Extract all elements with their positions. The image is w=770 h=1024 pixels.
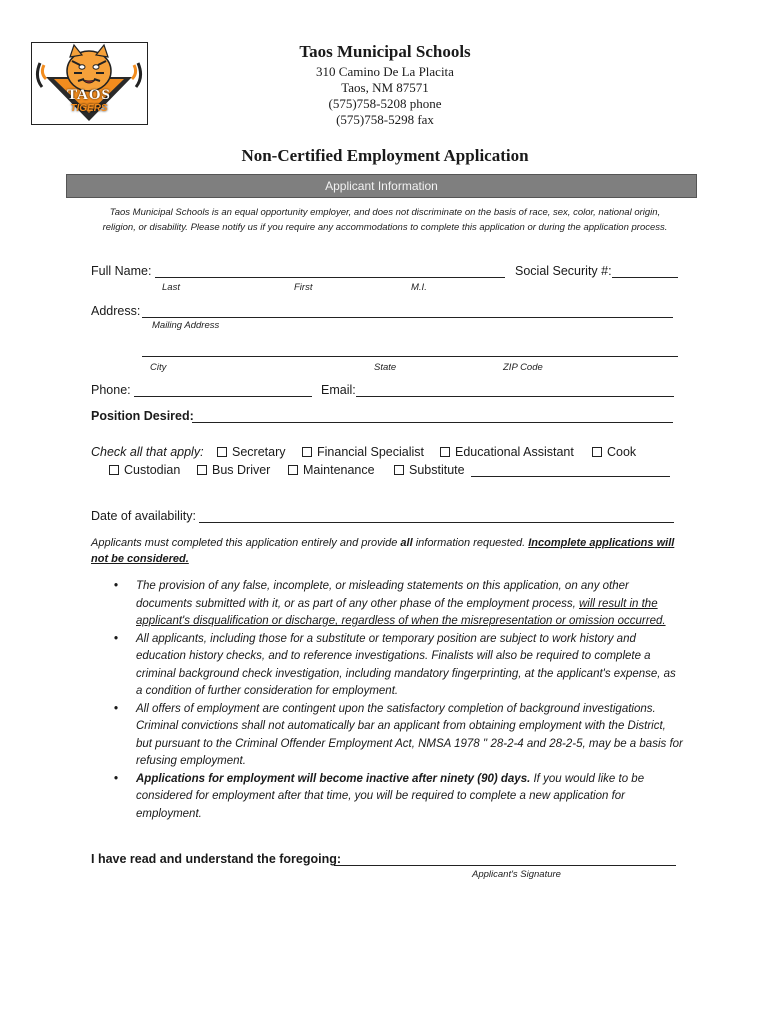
sub-first: First — [294, 282, 313, 293]
signature-label: I have read and understand the foregoing: — [91, 852, 342, 866]
check-all-label: Check all that apply: — [91, 445, 204, 459]
org-fax: (575)758-5298 fax — [336, 112, 434, 127]
checkbox-icon — [440, 447, 450, 457]
checkbox-icon — [197, 465, 207, 475]
checkbox-educational-assistant[interactable]: Educational Assistant — [440, 445, 574, 459]
district-logo — [31, 42, 148, 125]
checkbox-financial-specialist[interactable]: Financial Specialist — [302, 445, 424, 459]
sub-state: State — [374, 362, 397, 373]
phone-label: Phone: — [91, 383, 131, 397]
full-name-field[interactable] — [155, 277, 505, 278]
phone-field[interactable] — [134, 396, 312, 397]
section-bar-applicant-info: Applicant Information — [66, 174, 697, 198]
checkbox-icon — [288, 465, 298, 475]
sub-signature: Applicant's Signature — [472, 869, 561, 880]
org-street: 310 Camino De La Placita — [316, 64, 454, 79]
org-phone: (575)758-5208 phone — [328, 96, 442, 111]
sub-last: Last — [162, 282, 180, 293]
address-label: Address: — [91, 304, 141, 318]
email-label: Email: — [321, 383, 356, 397]
checkbox-icon — [217, 447, 227, 457]
list-item: • All applicants, including those for a substitute or temporary position are subject to work history and education history checks, and to reference investigations. Finalists will also be required to complete a criminal background check investigation, including mandatory fingerprinting, at the applicant's expense, as a condition of further consideration for employment. — [114, 632, 676, 697]
sub-zip: ZIP Code — [503, 362, 543, 373]
substitute-detail-field[interactable] — [471, 476, 670, 477]
checkbox-icon — [302, 447, 312, 457]
availability-label: Date of availability: — [91, 509, 196, 523]
logo-text-tigers: TIGERS — [70, 103, 108, 114]
incomplete-warning: Incomplete applications will not be considered. — [91, 537, 675, 565]
list-item: • The provision of any false, incomplete, or misleading statements on this application, on any other documents submitted with it, or as part of any other phase of the employment process, will result in the applicant's disqualification or discharge, regardless of when the misrepresentation or omission occurred. — [114, 580, 666, 627]
document-title: Non-Certified Employment Application — [241, 146, 529, 165]
checkbox-bus-driver[interactable]: Bus Driver — [197, 463, 270, 477]
address-field[interactable] — [142, 317, 673, 318]
checkbox-cook[interactable]: Cook — [592, 445, 636, 459]
terms-list — [110, 578, 685, 823]
signature-field[interactable] — [334, 865, 676, 866]
position-field[interactable] — [192, 422, 673, 423]
list-item: • Applications for employment will become inactive after ninety (90) days. If you would like to be considered for employment after that time, you will be required to complete a new application for employment. — [114, 772, 645, 820]
checkbox-substitute[interactable]: Substitute — [394, 463, 465, 477]
email-field[interactable] — [356, 396, 674, 397]
position-label: Position Desired: — [91, 409, 194, 423]
checkbox-custodian[interactable]: Custodian — [109, 463, 180, 477]
org-name: Taos Municipal Schools — [299, 42, 471, 61]
ssn-label: Social Security #: — [515, 264, 612, 278]
ssn-field[interactable] — [612, 277, 678, 278]
checkbox-icon — [592, 447, 602, 457]
list-item: • All offers of employment are contingent upon the satisfactory completion of background investigations. Criminal convictions shall not automatically bar an applicant from obtaining employment with the District, but pursuant to the Criminal Offender Employment Act, NMSA 1978 '' 28-2-4 and 28-2-5, may be a basis for refusing employment. — [114, 702, 683, 767]
full-name-label: Full Name: — [91, 264, 152, 278]
address-line2-field[interactable] — [142, 356, 678, 357]
availability-field[interactable] — [199, 522, 674, 523]
checkbox-icon — [109, 465, 119, 475]
org-city: Taos, NM 87571 — [341, 80, 429, 95]
sub-mi: M.I. — [411, 282, 427, 293]
eeo-notice: Taos Municipal Schools is an equal opportunity employer, and does not discriminate on the basis of race, sex, color, national origin, religion, or disability. Please notify us if you require any accommodations to complete this application or during the application process. — [102, 207, 668, 233]
checkbox-secretary[interactable]: Secretary — [217, 445, 286, 459]
checkbox-maintenance[interactable]: Maintenance — [288, 463, 375, 477]
sub-city: City — [150, 362, 167, 373]
logo-text-taos: TAOS — [67, 87, 111, 103]
completion-note: Applicants must completed this application entirely and provide all information requested. Incomplete applications will not be considered. — [91, 537, 675, 565]
checkbox-icon — [394, 465, 404, 475]
sub-mailing-address: Mailing Address — [152, 320, 220, 331]
